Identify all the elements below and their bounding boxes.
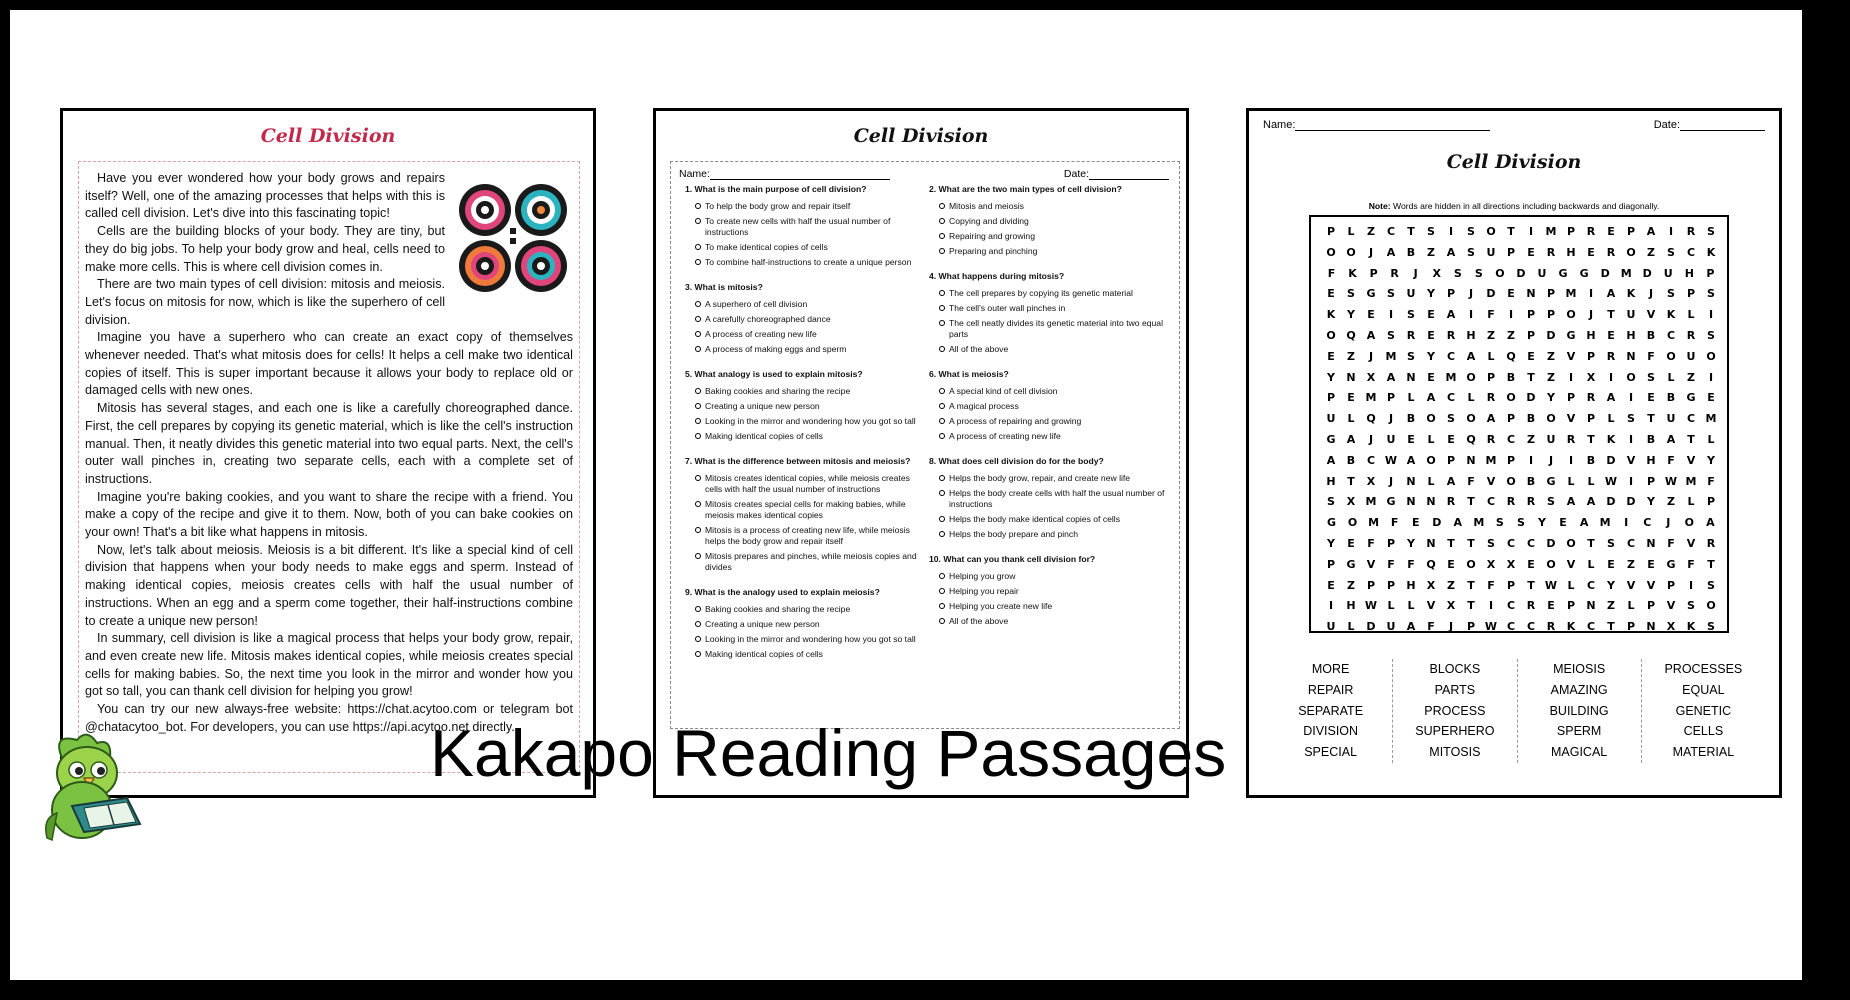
passage-paragraph: Mitosis has several stages, and each one is like a carefully choreographed dance. First, the cell prepares by copying its genetic material, which is like the cell's instruction manual. Then, it neatly divides this genetic material into two equal parts. Next, the cell's outer wall pinches in, creating two separate cells, each with a complete set of instructions. [85, 401, 573, 486]
name-line [710, 169, 890, 180]
answer-option[interactable]: Helping you create new life [939, 601, 1169, 612]
grid-row-letters: U L Q J B O S O A P B O V P L S T U C M [1326, 412, 1717, 426]
word-list-item: SPERM [1556, 724, 1602, 739]
grid-row-letters: I H W L L V X T I C R E P N Z L P V S O [1328, 599, 1716, 613]
question-text: 2. What are the two main types of cell division? [929, 184, 1122, 194]
answer-option[interactable]: All of the above [939, 616, 1169, 627]
answer-option[interactable]: A process of creating new life [939, 431, 1169, 442]
word-list [1269, 659, 1765, 763]
word-list-item: PARTS [1434, 682, 1476, 697]
grid-row [1321, 475, 1721, 496]
answer-options [929, 473, 1169, 540]
grid-row [1321, 579, 1721, 600]
date-line [1089, 169, 1169, 180]
answer-option[interactable]: Copying and dividing [939, 216, 1169, 227]
answer-option[interactable]: Making identical copies of cells [695, 431, 925, 442]
grid-row-letters: K Y E I S E A I F I P P O J T U V K L I [1326, 308, 1714, 322]
word-search-note [1249, 201, 1779, 211]
answer-option[interactable]: The cell neatly divides its genetic material into two equal parts [939, 318, 1169, 340]
word-list-item: MEIOSIS [1553, 662, 1606, 676]
word-list-item: SUPERHERO [1415, 724, 1495, 739]
grid-row-letters: E S G S U Y P J D E N P M I A K J S P S [1327, 287, 1715, 301]
grid-row-letters: F K P R J X S S O D U G G D M D U H P [1327, 266, 1715, 280]
grid-row-letters: P G V F F Q E O X X E O V L E Z E G F T [1326, 557, 1715, 571]
quiz-question [685, 587, 925, 660]
question-text: 5. What analogy is used to explain mitosis? [685, 369, 863, 379]
question-text: 1. What is the main purpose of cell division? [685, 184, 867, 194]
answer-option[interactable]: To make identical copies of cells [695, 242, 925, 253]
cell-division-diagram-icon [453, 170, 573, 302]
answer-option[interactable]: The cell prepares by copying its genetic material [939, 288, 1169, 299]
word-list-item: REPAIR [1307, 682, 1354, 697]
answer-option[interactable]: Mitosis creates identical copies, while meiosis creates cells with half the usual number of instructions [695, 473, 925, 495]
quiz-page [653, 108, 1189, 798]
quiz-question [685, 184, 925, 268]
note-text: Words are hidden in all directions including backwards and diagonally. [1390, 201, 1660, 211]
quiz-question [685, 456, 925, 573]
answer-options [685, 299, 925, 355]
grid-row-letters: E Z P P H X Z T F P T W L C Y V V P I S [1327, 578, 1715, 592]
word-list-item: EQUAL [1682, 682, 1725, 697]
grid-row-letters: A B C W A O P N M P I J I B D V H F V Y [1326, 453, 1715, 467]
answer-option[interactable]: A process of repairing and growing [939, 416, 1169, 427]
word-list-item: AMAZING [1550, 682, 1608, 697]
answer-option[interactable]: Creating a unique new person [695, 619, 925, 630]
answer-option[interactable]: Mitosis prepares and pinches, while meiosis copies and divides [695, 551, 925, 573]
grid-row [1321, 495, 1721, 516]
word-list-item: DIVISION [1303, 724, 1359, 739]
quiz-frame [670, 161, 1180, 729]
answer-option[interactable]: Helping you repair [939, 586, 1169, 597]
word-list-item: SPECIAL [1304, 745, 1358, 760]
date-label: Date: [1063, 168, 1089, 180]
word-list-item: MAGICAL [1550, 745, 1608, 760]
grid-row [1321, 287, 1721, 308]
grid-row [1321, 537, 1721, 558]
grid-row-letters: S X M G N N R T C R R S A A D D Y Z L P [1327, 495, 1716, 509]
question-text: 8. What does cell division do for the body? [929, 456, 1104, 466]
answer-option[interactable]: Making identical copies of cells [695, 649, 925, 660]
answer-options [929, 386, 1169, 442]
word-list-item: MORE [1311, 662, 1350, 676]
answer-option[interactable]: A carefully choreographed dance [695, 314, 925, 325]
answer-option[interactable]: Mitosis creates special cells for making babies, while meiosis makes identical copies [695, 499, 925, 521]
quiz-page-title: Cell Division [853, 125, 989, 147]
passage-paragraph: Have you ever wondered how your body grows and repairs itself? Well, one of the amazing processes that helps with this is called cell division. Let's dive into this fascinating topic! [85, 171, 445, 221]
answer-options [929, 201, 1169, 257]
grid-row [1321, 350, 1721, 371]
name-date-row [679, 168, 1169, 180]
word-list-column [1392, 659, 1516, 763]
word-list-item: BLOCKS [1429, 662, 1481, 676]
quiz-question [929, 184, 1169, 257]
answer-options [685, 604, 925, 660]
word-search-grid [1309, 215, 1729, 633]
kakapo-parrot-reading-icon [32, 728, 154, 848]
answer-option[interactable]: To combine half-instructions to create a unique person [695, 257, 925, 268]
answer-options [685, 201, 925, 268]
answer-option[interactable]: Helping you grow [939, 571, 1169, 582]
grid-row [1321, 267, 1721, 288]
quiz-left-column [685, 184, 925, 674]
grid-row-letters: Y E F P Y N T T S C C D O T S C N F V R [1327, 536, 1716, 550]
grid-row-letters: P E M P L A C L R O D Y P R A I E B G E [1326, 391, 1715, 405]
answer-option[interactable]: A process of making eggs and sperm [695, 344, 925, 355]
quiz-question [929, 554, 1169, 627]
grid-row [1321, 412, 1721, 433]
word-list-item: BUILDING [1549, 703, 1609, 718]
quiz-question [685, 369, 925, 442]
name-date-row [1263, 119, 1765, 131]
quiz-question [929, 369, 1169, 442]
brand-title: Kakapo Reading Passages [430, 716, 1227, 790]
name-label: Name: [1263, 119, 1296, 131]
question-text: 7. What is the difference between mitosis and meiosis? [685, 456, 911, 466]
passage-paragraph: There are two main types of cell division: mitosis and meiosis. Let's focus on mitosis for now, which is like the superhero of cell division. [85, 277, 445, 327]
answer-option[interactable]: A special kind of cell division [939, 386, 1169, 397]
grid-row-letters: E Z J M S Y C A L Q E Z V P R N F O U O [1327, 349, 1716, 363]
passage-paragraph: You can try our new always-free website: https://chat.acytoo.com or telegram bot @chatacytoo_bot. For developers, you can use https://api.acytoo.net directly. [85, 702, 573, 734]
quiz-question [685, 282, 925, 355]
passage-paragraph: Imagine you're baking cookies, and you want to share the recipe with a friend. You make a copy of the recipe and give it to them. Now, both of you can bake cookies on your own! That's a bit like what happens in mitosis. [85, 489, 573, 540]
answer-option[interactable]: Mitosis is a process of creating new life, while meiosis helps the body grow and repair itself [695, 525, 925, 547]
grid-row [1321, 558, 1721, 579]
grid-row-letters: P L Z C T S I S O T I M P R E P A I R S [1326, 225, 1715, 238]
grid-row-letters: H T X J N L A F V O B G L L W I P W M F [1326, 474, 1715, 488]
question-text: 9. What is the analogy used to explain meiosis? [685, 587, 880, 597]
answer-option[interactable]: Looking in the mirror and wondering how you got so tall [695, 634, 925, 645]
grid-row-letters: G O M F E D A M S S Y E A M I C J O A [1327, 516, 1715, 530]
grid-row-letters: U L D U A F J P W C C R K C T P N X K S [1326, 620, 1715, 634]
answer-options [685, 473, 925, 573]
grid-row [1321, 371, 1721, 392]
preview-canvas [10, 10, 1802, 980]
grid-row [1321, 516, 1721, 537]
answer-option[interactable]: To help the body grow and repair itself [695, 201, 925, 212]
word-list-column [1269, 659, 1392, 763]
grid-row [1321, 308, 1721, 329]
grid-row-letters: G A J U E L E Q R C Z U R T K I B A T L [1326, 432, 1715, 446]
answer-option[interactable]: Looking in the mirror and wondering how you got so tall [695, 416, 925, 427]
question-text: 4. What happens during mitosis? [929, 271, 1065, 281]
word-list-item: GENETIC [1675, 703, 1732, 718]
answer-option[interactable]: To create new cells with half the usual number of instructions [695, 216, 925, 238]
reading-passage-page [60, 108, 596, 798]
answer-option[interactable]: A process of creating new life [695, 329, 925, 340]
grid-row [1321, 433, 1721, 454]
word-list-item: MATERIAL [1672, 745, 1735, 760]
passage-paragraph: Now, let's talk about meiosis. Meiosis is a bit different. It's like a special kind of cell division that happens when your body needs to make eggs and sperm. Instead of making identical copies, meiosis creates cells with half the usual number of instructions. When an egg and a sperm come together, their half-instructions combine to create a unique new person! [85, 542, 573, 628]
grid-row-letters: O Q A S R E R H Z Z P D G H E H B C R S [1326, 328, 1715, 342]
word-list-item: MITOSIS [1429, 745, 1481, 760]
passage-paragraph: In summary, cell division is like a magical process that helps your body grow, repair, and even create new life. Mitosis makes identical copies, while meiosis creates special cells for making babies. So, the next time you look in the mirror and wonder how you got so tall, you can thank cell division for helping you grow! [85, 631, 573, 699]
grid-row [1321, 329, 1721, 350]
grid-row [1321, 599, 1721, 620]
word-search-page [1246, 108, 1782, 798]
answer-option[interactable]: Helps the body create cells with half the usual number of instructions [939, 488, 1169, 510]
word-list-item: PROCESSES [1664, 662, 1743, 676]
grid-row [1321, 620, 1721, 641]
word-list-column [1641, 659, 1765, 763]
grid-row-letters: Y N X A N E M O P B T Z I X I O S L Z I [1327, 370, 1714, 384]
word-list-item: PROCESS [1424, 703, 1486, 718]
note-label: Note: [1368, 201, 1391, 211]
word-list-column [1517, 659, 1641, 763]
date-line [1680, 119, 1765, 131]
grid-row [1321, 246, 1721, 267]
name-label: Name: [679, 168, 710, 180]
passage-paragraph: Imagine you have a superhero who can create an exact copy of themselves whenever needed. That's what mitosis does for cells! It helps a cell make two identical copies of itself. This is super important because it allows your body to replace old or damaged cells with new ones. [85, 330, 573, 398]
answer-option[interactable]: Baking cookies and sharing the recipe [695, 604, 925, 615]
quiz-right-column [929, 184, 1169, 641]
question-text: 10. What can you thank cell division for? [929, 554, 1096, 564]
answer-option[interactable]: Mitosis and meiosis [939, 201, 1169, 212]
answer-option[interactable]: Helps the body make identical copies of cells [939, 514, 1169, 525]
question-text: 6. What is meiosis? [929, 369, 1009, 379]
passage-frame [78, 161, 580, 773]
answer-option[interactable]: Preparing and pinching [939, 246, 1169, 257]
passage-paragraph: Cells are the building blocks of your body. They are tiny, but they do big jobs. To help your body grow and heal, cells need to make more cells. This is where cell division comes in. [85, 224, 445, 274]
word-list-item: CELLS [1683, 724, 1724, 739]
reading-page-title: Cell Division [260, 125, 396, 147]
answer-option[interactable]: All of the above [939, 344, 1169, 355]
quiz-question [929, 271, 1169, 355]
grid-row [1321, 391, 1721, 412]
passage-text [85, 170, 573, 737]
answer-option[interactable]: A magical process [939, 401, 1169, 412]
word-search-title: Cell Division [1446, 151, 1582, 173]
quiz-question [929, 456, 1169, 540]
date-label: Date: [1653, 119, 1680, 131]
grid-row-letters: O O J A B Z A S U P E R H E R O Z S C K [1326, 245, 1716, 259]
answer-options [685, 386, 925, 442]
grid-row [1321, 225, 1721, 246]
answer-option[interactable]: Helps the body grow, repair, and create new life [939, 473, 1169, 484]
answer-options [929, 571, 1169, 627]
word-list-item: SEPARATE [1298, 703, 1364, 718]
answer-option[interactable]: Baking cookies and sharing the recipe [695, 386, 925, 397]
name-line [1295, 119, 1490, 131]
question-text: 3. What is mitosis? [685, 282, 763, 292]
answer-option[interactable]: Repairing and growing [939, 231, 1169, 242]
answer-option[interactable]: The cell's outer wall pinches in [939, 303, 1169, 314]
grid-row [1321, 454, 1721, 475]
answer-options [929, 288, 1169, 355]
answer-option[interactable]: Helps the body prepare and pinch [939, 529, 1169, 540]
answer-option[interactable]: Creating a unique new person [695, 401, 925, 412]
answer-option[interactable]: A superhero of cell division [695, 299, 925, 310]
